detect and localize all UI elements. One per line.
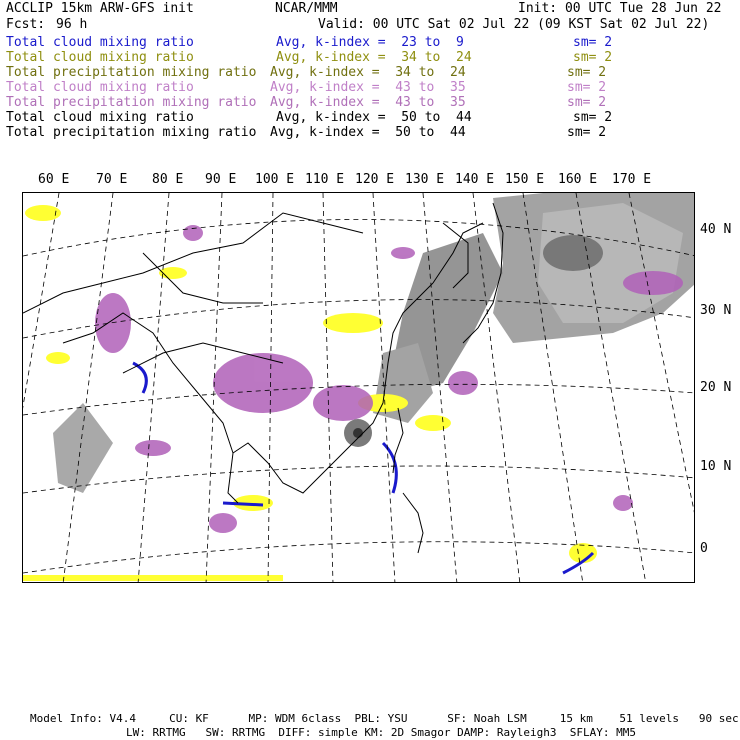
legend-smoothing: sm= 2 — [567, 65, 607, 80]
legend-field-name: Total cloud mixing ratio — [6, 50, 194, 65]
legend-level-range: Avg, k-index = 34 to 24 — [276, 50, 472, 65]
forecast-label: Fcst: — [6, 17, 46, 32]
lat-label: 10 N — [700, 459, 732, 474]
map-panel — [22, 192, 695, 583]
legend-field-name: Total cloud mixing ratio — [6, 35, 194, 50]
lon-label: 160 E — [558, 172, 598, 187]
legend-level-range: Avg, k-index = 23 to 9 — [276, 35, 464, 50]
legend-field-name: Total precipitation mixing ratio — [6, 95, 257, 110]
lon-label: 120 E — [355, 172, 395, 187]
lon-label: 90 E — [205, 172, 237, 187]
legend-field-name: Total precipitation mixing ratio — [6, 125, 257, 140]
map-title: ACCLIP 15km ARW-GFS init — [6, 1, 194, 16]
legend-level-range: Avg, k-index = 43 to 35 — [270, 80, 466, 95]
init-time: Init: 00 UTC Tue 28 Jun 22 — [518, 1, 722, 16]
lat-label: 0 — [700, 541, 708, 556]
lon-label: 150 E — [505, 172, 545, 187]
map-canvas — [23, 193, 695, 583]
lon-label: 70 E — [96, 172, 128, 187]
legend-field-name: Total cloud mixing ratio — [6, 110, 194, 125]
typhoon-swirl — [344, 419, 372, 447]
legend-smoothing: sm= 2 — [567, 125, 607, 140]
model-info-line2: LW: RRTMG SW: RRTMG DIFF: simple KM: 2D Smagor DAMP: Rayleigh3 SFLAY: MM5 — [126, 726, 636, 739]
legend-smoothing: sm= 2 — [573, 50, 613, 65]
lon-label: 170 E — [612, 172, 652, 187]
lon-label: 110 E — [305, 172, 345, 187]
legend-smoothing: sm= 2 — [567, 80, 607, 95]
legend-level-range: Avg, k-index = 43 to 35 — [270, 95, 466, 110]
valid-time: Valid: 00 UTC Sat 02 Jul 22 (09 KST Sat 02 Jul 22) — [318, 17, 710, 32]
legend-level-range: Avg, k-index = 50 to 44 — [276, 110, 472, 125]
lon-label: 80 E — [152, 172, 184, 187]
forecast-hour: 96 h — [56, 17, 88, 32]
legend-level-range: Avg, k-index = 34 to 24 — [270, 65, 466, 80]
legend-smoothing: sm= 2 — [567, 95, 607, 110]
lon-label: 100 E — [255, 172, 295, 187]
org-label: NCAR/MMM — [275, 1, 338, 16]
model-info-line1: Model Info: V4.4 CU: KF MP: WDM 6class PBL: YSU SF: Noah LSM 15 km 51 levels 90 sec — [30, 712, 739, 725]
lon-label: 60 E — [38, 172, 70, 187]
legend-field-name: Total cloud mixing ratio — [6, 80, 194, 95]
legend-smoothing: sm= 2 — [573, 110, 613, 125]
legend-smoothing: sm= 2 — [573, 35, 613, 50]
lat-label: 20 N — [700, 380, 732, 395]
legend-level-range: Avg, k-index = 50 to 44 — [270, 125, 466, 140]
lon-label: 140 E — [455, 172, 495, 187]
lat-label: 40 N — [700, 222, 732, 237]
lat-label: 30 N — [700, 303, 732, 318]
legend-field-name: Total precipitation mixing ratio — [6, 65, 257, 80]
lon-label: 130 E — [405, 172, 445, 187]
